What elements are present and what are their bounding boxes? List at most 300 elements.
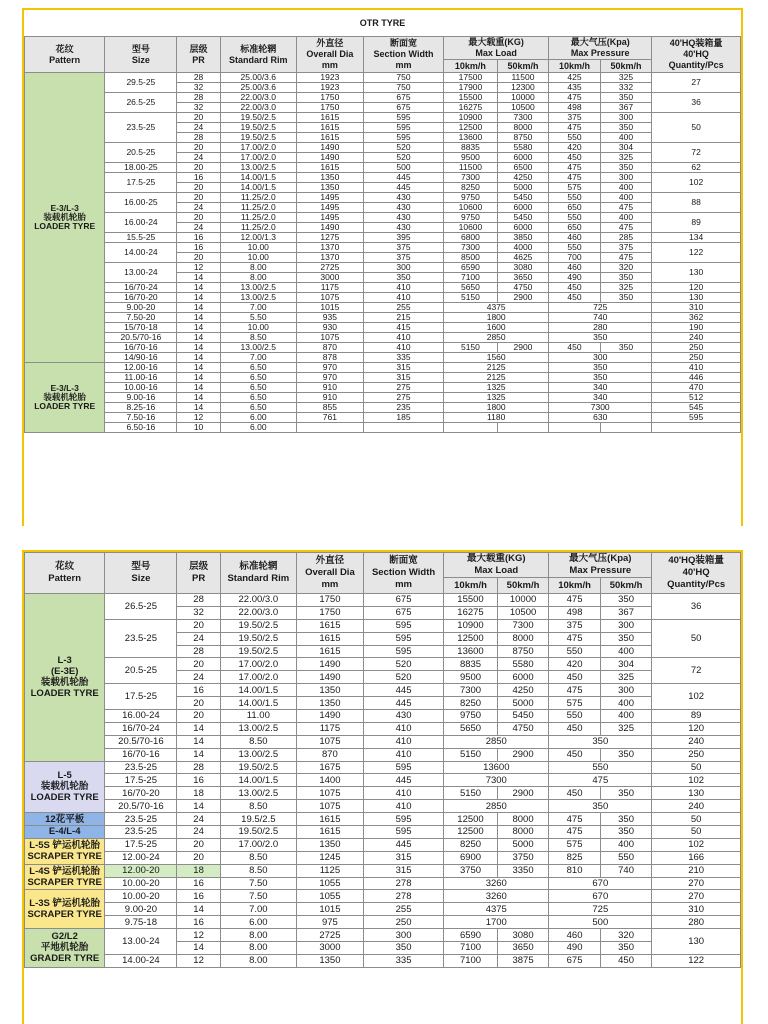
rim-cell: 10.00 bbox=[220, 253, 296, 263]
max-load-10-cell: 10600 bbox=[444, 223, 498, 233]
overall-dia-cell: 1490 bbox=[296, 223, 363, 233]
max-pressure-10-cell: 475 bbox=[549, 684, 601, 697]
header-rim: 标准轮辋 Standard Rim bbox=[220, 37, 296, 73]
section-width-cell: 410 bbox=[363, 748, 443, 761]
max-pressure-10-cell: 475 bbox=[549, 826, 601, 839]
otr-tyre-spec-sheet-1 bbox=[22, 8, 743, 526]
header-section-width: 断面宽 Section Width mm bbox=[363, 37, 443, 73]
section-width-cell: 410 bbox=[363, 722, 443, 735]
size-cell: 16.00-24 bbox=[105, 213, 177, 233]
pattern-l3s-scraper: L-3S 铲运机轮胎 SCRAPER TYRE bbox=[25, 890, 105, 929]
header-press-10: 10km/h bbox=[549, 578, 601, 594]
max-load-10-cell: 9750 bbox=[444, 710, 498, 723]
table-row bbox=[25, 916, 741, 929]
max-pressure-10-cell: 550 bbox=[549, 645, 601, 658]
quantity-cell: 88 bbox=[652, 193, 741, 213]
max-load-cell: 2125 bbox=[444, 363, 549, 373]
section-width-cell: 430 bbox=[363, 213, 443, 223]
size-cell: 17.5-25 bbox=[105, 774, 177, 787]
max-load-50-cell: 8750 bbox=[497, 133, 549, 143]
max-pressure-10-cell: 575 bbox=[549, 183, 601, 193]
max-load-50-cell: 11500 bbox=[497, 73, 549, 83]
quantity-cell: 50 bbox=[652, 113, 741, 143]
max-pressure-10-cell: 810 bbox=[549, 864, 601, 877]
overall-dia-cell: 1015 bbox=[296, 903, 363, 916]
max-pressure-50-cell: 325 bbox=[600, 722, 652, 735]
rim-cell: 11.25/2.0 bbox=[220, 193, 296, 203]
overall-dia-cell: 1615 bbox=[296, 619, 363, 632]
pr-cell: 28 bbox=[177, 645, 220, 658]
section-width-cell: 520 bbox=[363, 153, 443, 163]
table-row bbox=[25, 800, 741, 813]
pr-cell: 12 bbox=[177, 929, 220, 942]
pr-cell: 20 bbox=[177, 851, 220, 864]
quantity-cell: 130 bbox=[652, 929, 741, 955]
quantity-cell: 130 bbox=[652, 263, 741, 283]
quantity-cell bbox=[652, 423, 741, 433]
max-load-10-cell: 7100 bbox=[444, 954, 498, 967]
pr-cell: 14 bbox=[177, 353, 220, 363]
rim-cell: 7.00 bbox=[220, 353, 296, 363]
quantity-cell: 446 bbox=[652, 373, 741, 383]
max-load-50-cell: 12300 bbox=[497, 83, 549, 93]
quantity-cell: 595 bbox=[652, 413, 741, 423]
overall-dia-cell: 970 bbox=[296, 373, 363, 383]
rim-cell: 7.50 bbox=[220, 890, 296, 903]
max-load-cell: 3260 bbox=[444, 877, 549, 890]
overall-dia-cell: 1350 bbox=[296, 183, 363, 193]
max-load-10-cell: 8835 bbox=[444, 658, 498, 671]
max-pressure-10-cell: 450 bbox=[549, 153, 601, 163]
quantity-cell: 410 bbox=[652, 363, 741, 373]
section-width-cell: 410 bbox=[363, 800, 443, 813]
size-cell: 15.5-25 bbox=[105, 233, 177, 243]
rim-cell: 13.00/2.5 bbox=[220, 293, 296, 303]
rim-cell: 17.00/2.0 bbox=[220, 838, 296, 851]
rim-cell: 6.00 bbox=[220, 413, 296, 423]
section-width-cell: 410 bbox=[363, 787, 443, 800]
overall-dia-cell: 2725 bbox=[296, 929, 363, 942]
max-pressure-10-cell: 420 bbox=[549, 143, 601, 153]
max-pressure-50-cell: 450 bbox=[600, 954, 652, 967]
max-load-50-cell: 7300 bbox=[497, 113, 549, 123]
size-cell: 16/70-20 bbox=[105, 293, 177, 303]
size-cell: 17.5-25 bbox=[105, 173, 177, 193]
max-load-cell: 1325 bbox=[444, 383, 549, 393]
table-row bbox=[25, 73, 741, 83]
max-load-50-cell: 5450 bbox=[497, 710, 549, 723]
pr-cell: 28 bbox=[177, 93, 220, 103]
table-row bbox=[25, 838, 741, 851]
rim-cell: 7.50 bbox=[220, 877, 296, 890]
pr-cell: 16 bbox=[177, 173, 220, 183]
max-pressure-10-cell: 650 bbox=[549, 203, 601, 213]
pr-cell: 18 bbox=[177, 787, 220, 800]
max-pressure-10-cell: 550 bbox=[549, 243, 601, 253]
table-row bbox=[25, 143, 741, 153]
table-row bbox=[25, 413, 741, 423]
max-pressure-cell: 350 bbox=[549, 373, 652, 383]
quantity-cell: 36 bbox=[652, 594, 741, 620]
max-pressure-50-cell: 400 bbox=[600, 213, 652, 223]
rim-cell: 17.00/2.0 bbox=[220, 658, 296, 671]
overall-dia-cell: 1750 bbox=[296, 594, 363, 607]
max-pressure-10-cell: 450 bbox=[549, 343, 601, 353]
rim-cell: 8.50 bbox=[220, 735, 296, 748]
pr-cell: 20 bbox=[177, 838, 220, 851]
overall-dia-cell: 1490 bbox=[296, 671, 363, 684]
quantity-cell: 122 bbox=[652, 954, 741, 967]
max-pressure-50-cell: 300 bbox=[600, 173, 652, 183]
max-pressure-cell: 350 bbox=[549, 363, 652, 373]
max-pressure-cell: 340 bbox=[549, 383, 652, 393]
quantity-cell: 270 bbox=[652, 877, 741, 890]
overall-dia-cell: 910 bbox=[296, 393, 363, 403]
section-width-cell: 430 bbox=[363, 710, 443, 723]
pattern-l3-e3e: L-3 (E-3E) 装载机轮胎 LOADER TYRE bbox=[25, 594, 105, 762]
max-load-10-cell: 3750 bbox=[444, 864, 498, 877]
quantity-cell: 310 bbox=[652, 903, 741, 916]
max-pressure-10-cell: 575 bbox=[549, 697, 601, 710]
overall-dia-cell: 1490 bbox=[296, 153, 363, 163]
rim-cell: 19.50/2.5 bbox=[220, 113, 296, 123]
pr-cell: 24 bbox=[177, 671, 220, 684]
section-width-cell: 430 bbox=[363, 193, 443, 203]
max-load-cell: 2125 bbox=[444, 373, 549, 383]
quantity-cell: 122 bbox=[652, 243, 741, 263]
max-load-50-cell: 5580 bbox=[497, 658, 549, 671]
max-pressure-10-cell: 450 bbox=[549, 748, 601, 761]
rim-cell: 11.25/2.0 bbox=[220, 213, 296, 223]
max-load-10-cell: 12500 bbox=[444, 123, 498, 133]
max-load-50-cell: 6000 bbox=[497, 223, 549, 233]
max-pressure-cell: 500 bbox=[549, 916, 652, 929]
quantity-cell: 50 bbox=[652, 826, 741, 839]
overall-dia-cell: 1675 bbox=[296, 761, 363, 774]
quantity-cell: 102 bbox=[652, 838, 741, 851]
size-cell: 18.00-25 bbox=[105, 163, 177, 173]
section-width-cell: 300 bbox=[363, 929, 443, 942]
rim-cell: 8.50 bbox=[220, 851, 296, 864]
table-row bbox=[25, 594, 741, 607]
max-pressure-50-cell: 350 bbox=[600, 123, 652, 133]
rim-cell: 19.50/2.5 bbox=[220, 632, 296, 645]
pattern-g2-l2-grader: G2/L2 平地机轮胎 GRADER TYRE bbox=[25, 929, 105, 968]
section-width-cell: 595 bbox=[363, 813, 443, 826]
quantity-cell: 50 bbox=[652, 813, 741, 826]
overall-dia-cell: 1615 bbox=[296, 645, 363, 658]
section-width-cell: 395 bbox=[363, 233, 443, 243]
pr-cell: 16 bbox=[177, 243, 220, 253]
overall-dia-cell: 1350 bbox=[296, 684, 363, 697]
max-load-10-cell: 13600 bbox=[444, 133, 498, 143]
overall-dia-cell: 878 bbox=[296, 353, 363, 363]
section-width-cell: 410 bbox=[363, 735, 443, 748]
rim-cell: 8.00 bbox=[220, 942, 296, 955]
pr-cell: 16 bbox=[177, 233, 220, 243]
pr-cell: 16 bbox=[177, 774, 220, 787]
max-pressure-50-cell: 350 bbox=[600, 748, 652, 761]
max-pressure-50-cell: 320 bbox=[600, 263, 652, 273]
max-load-10-cell: 6900 bbox=[444, 851, 498, 864]
max-load-50-cell: 5000 bbox=[497, 697, 549, 710]
max-load-50-cell: 4250 bbox=[497, 173, 549, 183]
max-load-50-cell: 2900 bbox=[497, 748, 549, 761]
table-row bbox=[25, 774, 741, 787]
max-pressure-10-cell: 490 bbox=[549, 942, 601, 955]
max-load-10-cell: 16275 bbox=[444, 606, 498, 619]
section-width-cell: 520 bbox=[363, 658, 443, 671]
max-pressure-10-cell: 675 bbox=[549, 954, 601, 967]
max-pressure-50-cell: 400 bbox=[600, 710, 652, 723]
rim-cell: 8.00 bbox=[220, 263, 296, 273]
max-load-10-cell: 5150 bbox=[444, 787, 498, 800]
rim-cell: 17.00/2.0 bbox=[220, 153, 296, 163]
section-width-cell: 185 bbox=[363, 413, 443, 423]
rim-cell: 6.50 bbox=[220, 373, 296, 383]
max-pressure-cell: 280 bbox=[549, 323, 652, 333]
size-cell: 16/70-16 bbox=[105, 748, 177, 761]
max-pressure-cell: 740 bbox=[549, 313, 652, 323]
max-load-50-cell: 4250 bbox=[497, 684, 549, 697]
size-cell: 23.5-25 bbox=[105, 761, 177, 774]
max-load-10-cell: 5150 bbox=[444, 343, 498, 353]
section-width-cell: 410 bbox=[363, 293, 443, 303]
rim-cell: 14.00/1.5 bbox=[220, 684, 296, 697]
section-width-cell: 255 bbox=[363, 303, 443, 313]
header-load-50: 50km/h bbox=[497, 578, 549, 594]
section-width-cell: 410 bbox=[363, 343, 443, 353]
max-load-cell: 13600 bbox=[444, 761, 549, 774]
max-load-10-cell: 10900 bbox=[444, 619, 498, 632]
section-width-cell: 520 bbox=[363, 143, 443, 153]
section-width-cell: 300 bbox=[363, 263, 443, 273]
section-width-cell: 375 bbox=[363, 253, 443, 263]
size-cell: 20.5-25 bbox=[105, 658, 177, 684]
max-load-50-cell: 8000 bbox=[497, 632, 549, 645]
max-pressure-50-cell: 350 bbox=[600, 942, 652, 955]
max-load-10-cell: 12500 bbox=[444, 826, 498, 839]
max-load-cell: 1325 bbox=[444, 393, 549, 403]
overall-dia-cell: 1055 bbox=[296, 877, 363, 890]
overall-dia-cell: 1075 bbox=[296, 735, 363, 748]
table-row bbox=[25, 826, 741, 839]
overall-dia-cell: 1923 bbox=[296, 83, 363, 93]
max-pressure-cell: 340 bbox=[549, 393, 652, 403]
quantity-cell: 470 bbox=[652, 383, 741, 393]
pr-cell: 28 bbox=[177, 594, 220, 607]
max-load-10-cell: 9500 bbox=[444, 671, 498, 684]
size-cell: 23.5-25 bbox=[105, 826, 177, 839]
table-row bbox=[25, 283, 741, 293]
rim-cell: 19.5/2.5 bbox=[220, 813, 296, 826]
max-pressure-50-cell: 300 bbox=[600, 684, 652, 697]
size-cell: 9.00-20 bbox=[105, 903, 177, 916]
header-load-10: 10km/h bbox=[444, 60, 498, 73]
section-width-cell: 595 bbox=[363, 619, 443, 632]
table-row bbox=[25, 903, 741, 916]
size-cell: 16.00-24 bbox=[105, 710, 177, 723]
table-row bbox=[25, 293, 741, 303]
size-cell: 23.5-25 bbox=[105, 813, 177, 826]
rim-cell: 14.00/1.5 bbox=[220, 183, 296, 193]
table-row bbox=[25, 403, 741, 413]
max-pressure-10-cell: 475 bbox=[549, 173, 601, 183]
section-width-cell: 315 bbox=[363, 851, 443, 864]
overall-dia-cell: 870 bbox=[296, 748, 363, 761]
section-width-cell: 275 bbox=[363, 393, 443, 403]
max-pressure-10-cell: 420 bbox=[549, 658, 601, 671]
pattern-l5: L-5 装载机轮胎 LOADER TYRE bbox=[25, 761, 105, 813]
max-load-50-cell: 6000 bbox=[497, 671, 549, 684]
size-cell: 14.00-24 bbox=[105, 243, 177, 263]
size-cell: 20.5/70-16 bbox=[105, 735, 177, 748]
pattern-12-flat: 12花平板 bbox=[25, 813, 105, 826]
size-cell: 16/70-24 bbox=[105, 283, 177, 293]
overall-dia-cell: 1370 bbox=[296, 253, 363, 263]
max-pressure-50-cell: 304 bbox=[600, 658, 652, 671]
table-row bbox=[25, 213, 741, 223]
rim-cell: 17.00/2.0 bbox=[220, 671, 296, 684]
size-cell: 16/70-16 bbox=[105, 343, 177, 353]
size-cell: 6.50-16 bbox=[105, 423, 177, 433]
pr-cell: 20 bbox=[177, 710, 220, 723]
section-width-cell: 278 bbox=[363, 877, 443, 890]
rim-cell: 14.00/1.5 bbox=[220, 173, 296, 183]
max-pressure-10-cell: 498 bbox=[549, 606, 601, 619]
rim-cell: 6.50 bbox=[220, 363, 296, 373]
max-load-10-cell: 10600 bbox=[444, 203, 498, 213]
section-width-cell: 410 bbox=[363, 333, 443, 343]
pr-cell: 14 bbox=[177, 333, 220, 343]
size-cell: 17.5-25 bbox=[105, 838, 177, 851]
pr-cell: 20 bbox=[177, 697, 220, 710]
pr-cell: 14 bbox=[177, 313, 220, 323]
max-pressure-10-cell: 450 bbox=[549, 722, 601, 735]
section-width-cell: 315 bbox=[363, 864, 443, 877]
header-max-load: 最大载重(KG) Max Load bbox=[444, 37, 549, 60]
pr-cell: 14 bbox=[177, 942, 220, 955]
pr-cell: 14 bbox=[177, 323, 220, 333]
max-pressure-50-cell: 350 bbox=[600, 787, 652, 800]
rim-cell: 7.00 bbox=[220, 303, 296, 313]
rim-cell: 7.00 bbox=[220, 903, 296, 916]
max-load-10-cell: 7100 bbox=[444, 273, 498, 283]
pr-cell: 18 bbox=[177, 864, 220, 877]
size-cell: 16/70-24 bbox=[105, 722, 177, 735]
max-load-10-cell: 16275 bbox=[444, 103, 498, 113]
overall-dia-cell: 930 bbox=[296, 323, 363, 333]
max-load-10-cell: 8500 bbox=[444, 253, 498, 263]
quantity-cell: 270 bbox=[652, 890, 741, 903]
overall-dia-cell: 1750 bbox=[296, 93, 363, 103]
max-pressure-50-cell: 304 bbox=[600, 143, 652, 153]
table-row bbox=[25, 263, 741, 273]
section-width-cell: 675 bbox=[363, 103, 443, 113]
section-width-cell: 595 bbox=[363, 632, 443, 645]
overall-dia-cell: 3000 bbox=[296, 942, 363, 955]
max-pressure-10-cell: 550 bbox=[549, 193, 601, 203]
table-row bbox=[25, 233, 741, 243]
max-pressure-10-cell: 460 bbox=[549, 929, 601, 942]
overall-dia-cell: 935 bbox=[296, 313, 363, 323]
size-cell: 11.00-16 bbox=[105, 373, 177, 383]
section-width-cell: 750 bbox=[363, 83, 443, 93]
max-pressure-10-cell: 550 bbox=[549, 133, 601, 143]
rim-cell: 8.00 bbox=[220, 929, 296, 942]
max-pressure-50-cell: 350 bbox=[600, 93, 652, 103]
overall-dia-cell: 1125 bbox=[296, 864, 363, 877]
overall-dia-cell: 761 bbox=[296, 413, 363, 423]
size-cell: 8.25-16 bbox=[105, 403, 177, 413]
max-load-50-cell: 5580 bbox=[497, 143, 549, 153]
table-row bbox=[25, 323, 741, 333]
rim-cell: 19.50/2.5 bbox=[220, 619, 296, 632]
pr-cell: 14 bbox=[177, 393, 220, 403]
overall-dia-cell: 1615 bbox=[296, 163, 363, 173]
max-pressure-10-cell: 375 bbox=[549, 113, 601, 123]
section-width-cell: 315 bbox=[363, 373, 443, 383]
max-load-50-cell: 3080 bbox=[497, 929, 549, 942]
header-max-load: 最大载重(KG) Max Load bbox=[444, 553, 549, 578]
table-row bbox=[25, 748, 741, 761]
size-cell: 7.50-16 bbox=[105, 413, 177, 423]
size-cell: 10.00-16 bbox=[105, 383, 177, 393]
max-load-50-cell: 6000 bbox=[497, 153, 549, 163]
size-cell: 16/70-20 bbox=[105, 787, 177, 800]
max-pressure-cell: 350 bbox=[549, 735, 652, 748]
max-pressure-50-cell: 350 bbox=[600, 594, 652, 607]
quantity-cell: 280 bbox=[652, 916, 741, 929]
quantity-cell: 62 bbox=[652, 163, 741, 173]
quantity-cell: 130 bbox=[652, 293, 741, 303]
max-pressure-10-cell: 450 bbox=[549, 671, 601, 684]
header-pattern: 花纹 Pattern bbox=[25, 553, 105, 594]
max-pressure-cell: 550 bbox=[549, 761, 652, 774]
section-width-cell: 275 bbox=[363, 383, 443, 393]
max-load-50-cell: 4625 bbox=[497, 253, 549, 263]
overall-dia-cell bbox=[296, 423, 363, 433]
section-width-cell: 335 bbox=[363, 954, 443, 967]
table-row bbox=[25, 93, 741, 103]
max-load-50-cell: 5450 bbox=[497, 193, 549, 203]
pr-cell: 16 bbox=[177, 684, 220, 697]
header-load-10: 10km/h bbox=[444, 578, 498, 594]
overall-dia-cell: 1350 bbox=[296, 838, 363, 851]
max-load-50-cell: 8750 bbox=[497, 645, 549, 658]
pattern-e3-l3-loader-2: E-3/L-3 装载机轮胎 LOADER TYRE bbox=[25, 363, 105, 433]
max-pressure-50-cell: 400 bbox=[600, 645, 652, 658]
overall-dia-cell: 1350 bbox=[296, 173, 363, 183]
max-load-10-cell: 8250 bbox=[444, 838, 498, 851]
quantity-cell: 89 bbox=[652, 213, 741, 233]
quantity-cell: 102 bbox=[652, 684, 741, 710]
pr-cell: 14 bbox=[177, 383, 220, 393]
pr-cell: 12 bbox=[177, 263, 220, 273]
max-load-10-cell: 5150 bbox=[444, 293, 498, 303]
max-load-50-cell bbox=[497, 423, 549, 433]
overall-dia-cell: 1075 bbox=[296, 787, 363, 800]
rim-cell: 8.50 bbox=[220, 333, 296, 343]
overall-dia-cell: 2725 bbox=[296, 263, 363, 273]
max-load-cell: 7300 bbox=[444, 774, 549, 787]
table-row bbox=[25, 619, 741, 632]
quantity-cell: 120 bbox=[652, 722, 741, 735]
overall-dia-cell: 1075 bbox=[296, 800, 363, 813]
section-width-cell: 235 bbox=[363, 403, 443, 413]
max-pressure-50-cell: 350 bbox=[600, 813, 652, 826]
max-load-10-cell: 7300 bbox=[444, 684, 498, 697]
